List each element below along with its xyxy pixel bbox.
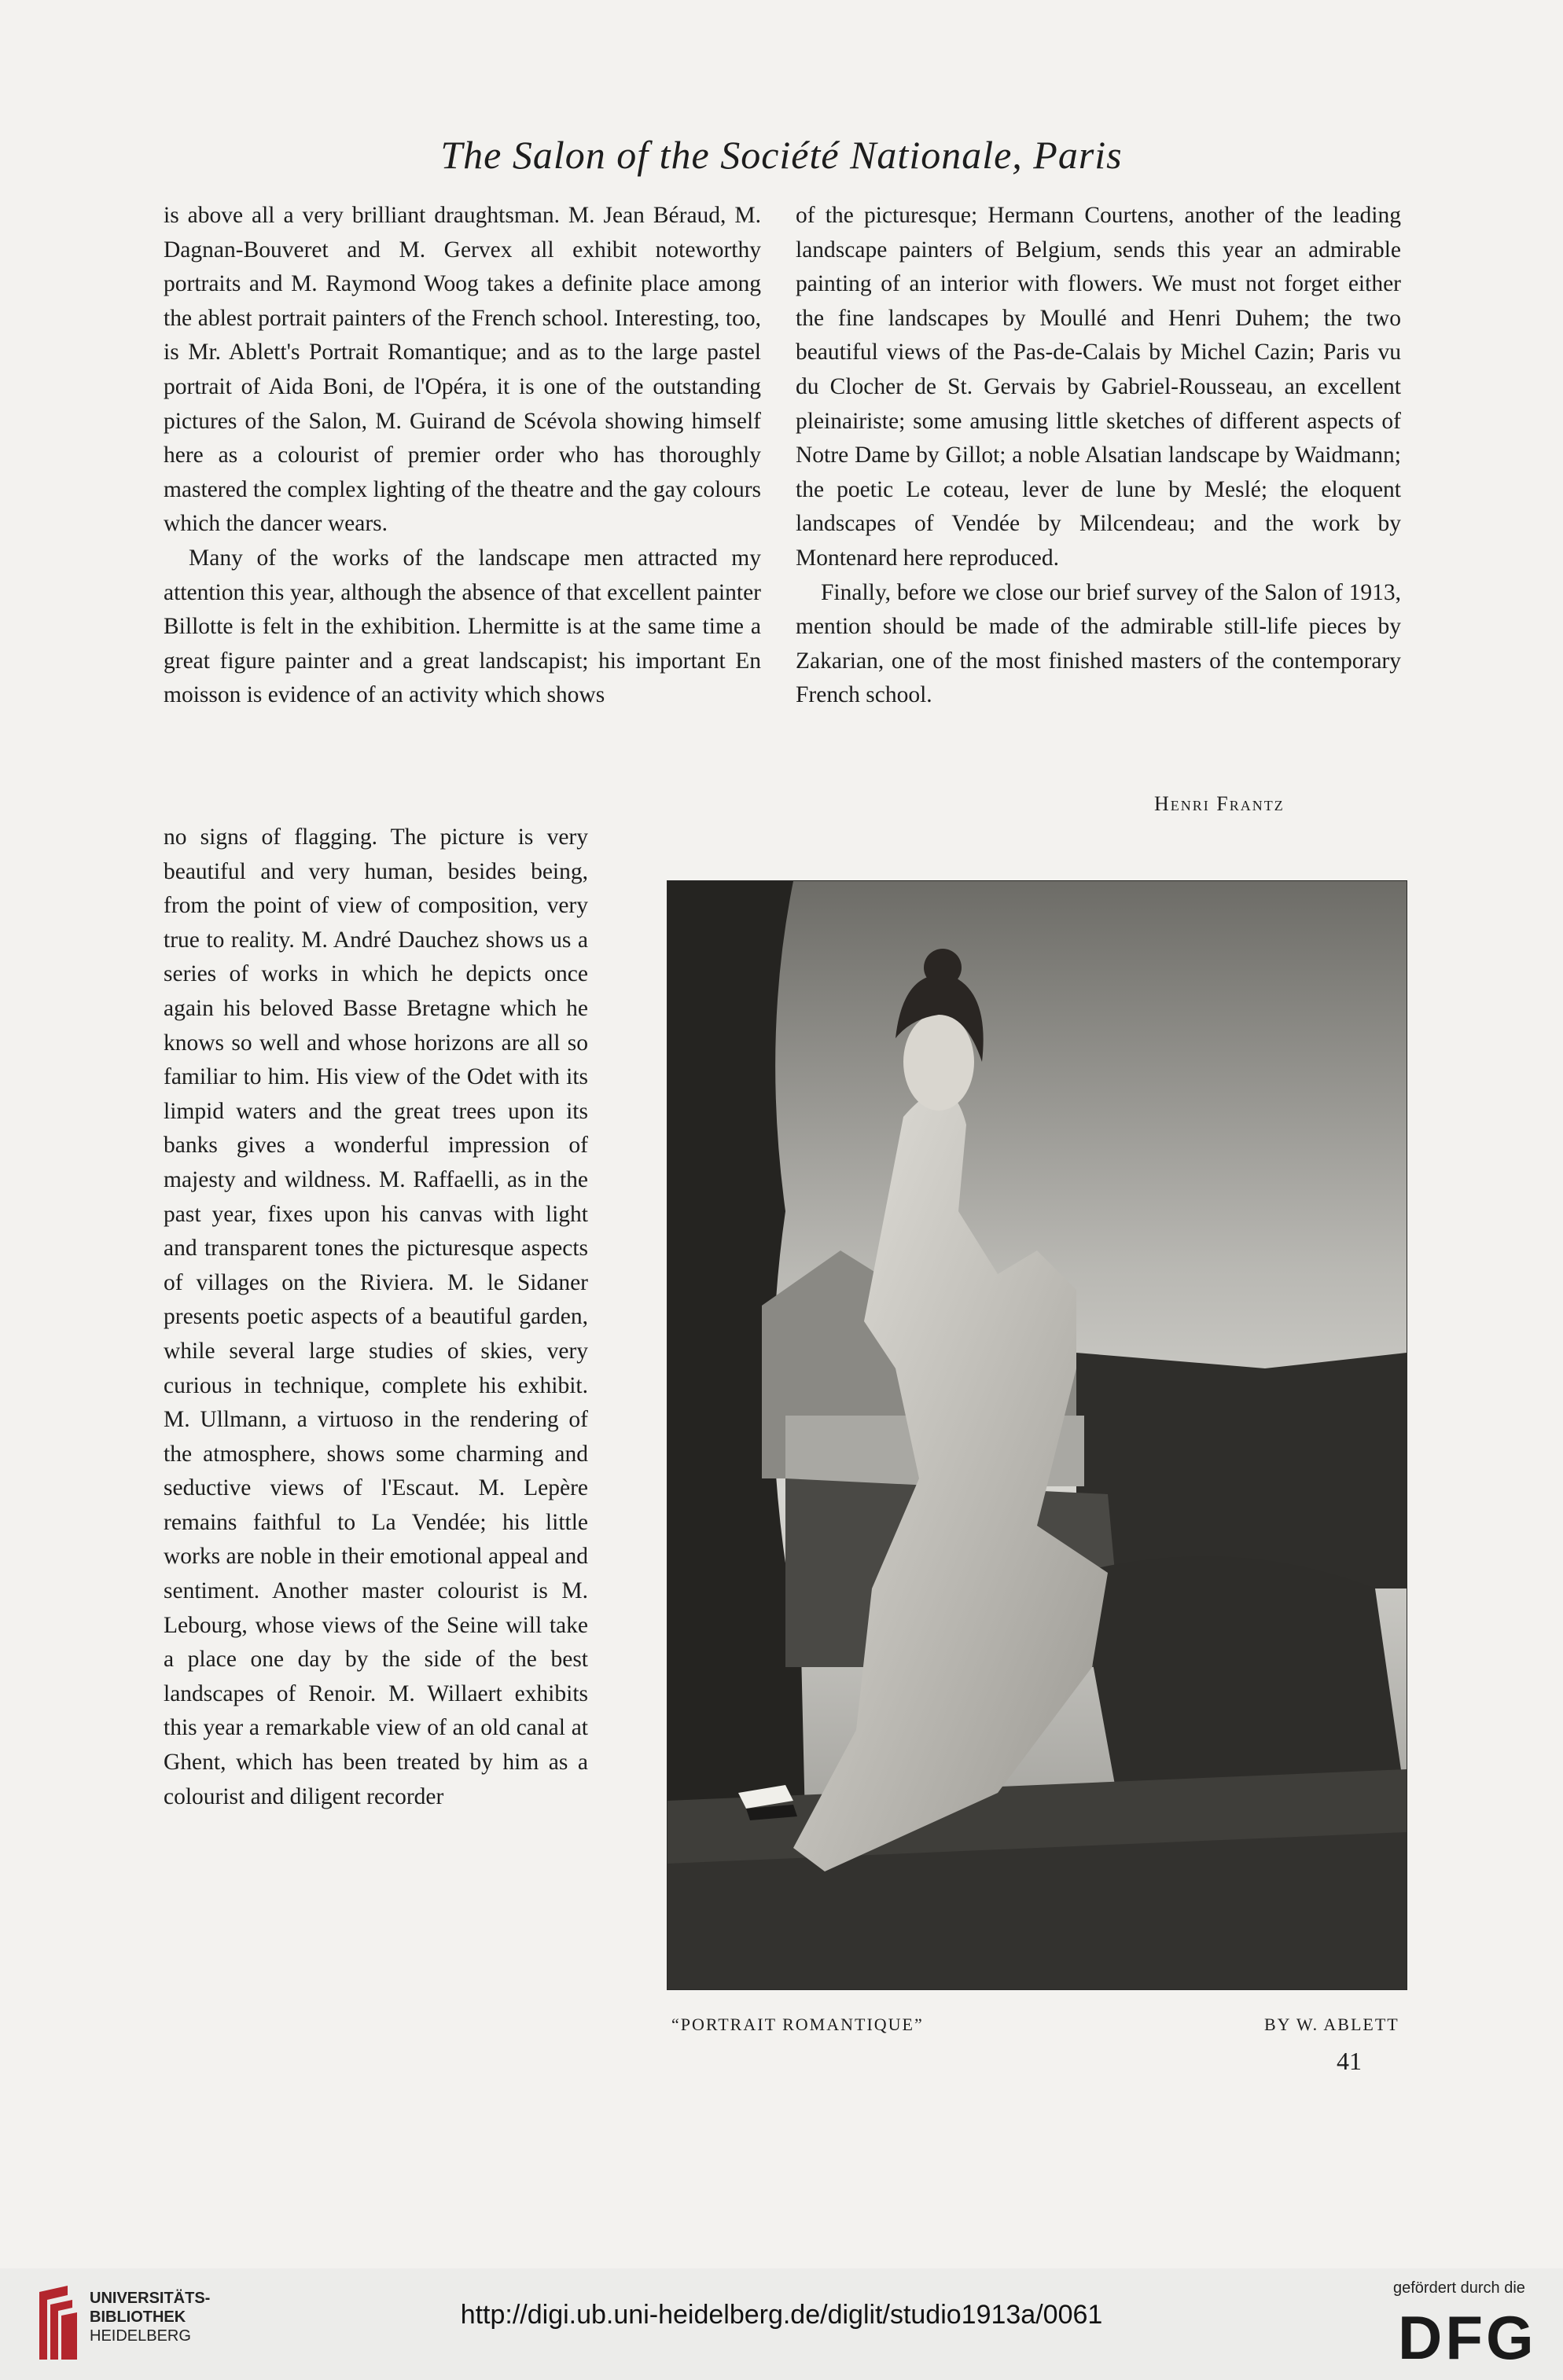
- library-name-line: UNIVERSITÄTS-: [90, 2290, 211, 2307]
- right-column: [796, 199, 1401, 713]
- library-name-line: BIBLIOTHEK: [90, 2308, 186, 2326]
- page-number: 41: [1337, 2047, 1362, 2075]
- dfg-logo-icon: DFG: [1398, 2303, 1537, 2372]
- author-signature: Henri Frantz: [1154, 792, 1285, 815]
- article-paragraph: Many of the works of the landscape men attracted my attention this year, although the absence of that excellent painter Billotte is felt in the exhibition. Lhermitte is at the same time a great figure painter and a great landscapist; his important En moisson is evidence of an activity which shows: [164, 545, 761, 708]
- plate-caption-title: “PORTRAIT ROMANTIQUE”: [671, 2015, 924, 2034]
- painting-plate: [667, 880, 1407, 1990]
- running-title: The Salon of the Société Nationale, Paris: [440, 133, 1123, 177]
- article-paragraph: is above all a very brilliant draughtsman. M. Jean Béraud, M. Dagnan-Bouveret and M. Gervex all exhibit noteworthy portraits and M. Raymond Woog takes a definite place among the ablest portrait painters of the French school. Interesting, too, is Mr. Ablett's Portrait Romantique; and as to the large pastel portrait of Aida Boni, de l'Opéra, it is one of the outstanding pictures of the Salon, M. Guirand de Scévola showing himself here as a colourist of premier order who has thoroughly mastered the complex lighting of the theatre and the gay colours which the dancer wears.: [164, 203, 761, 537]
- left-column-narrow: [164, 821, 588, 1814]
- library-name-line: HEIDELBERG: [90, 2327, 191, 2345]
- article-paragraph: Finally, before we close our brief survey of the Salon of 1913, mention should be made of the admirable still-life pieces by Zakarian, one of the most finished masters of the contemporary French school.: [796, 579, 1401, 708]
- portrait-illustration: [667, 881, 1407, 1989]
- plate-caption-artist: BY W. ABLETT: [1264, 2015, 1399, 2034]
- article-paragraph: of the picturesque; Hermann Courtens, another of the leading landscape painters of Belgium, sends this year an admirable painting of an interior with flowers. We must not forget either the fine landscapes by Moullé and Henri Duhem; the two beautiful views of the Pas-de-Calais by Michel Cazin; Paris vu du Clocher de St. Gervais by Gabriel-Rousseau, an excellent pleinairiste; some amusing little sketches of different aspects of Notre Dame by Gillot; a noble Alsatian landscape by Waidmann; the poetic Le coteau, lever de lune by Meslé; the eloquent landscapes of Vendée by Milcendeau; and the work by Montenard here reproduced.: [796, 203, 1401, 571]
- digitization-url-link[interactable]: http://digi.ub.uni-heidelberg.de/diglit/studio1913a/0061: [460, 2300, 1103, 2330]
- article-paragraph: no signs of flagging. The picture is very beautiful and very human, besides being, from the point of view of composition, very true to reality. M. André Dauchez shows us a series of works in which he depicts once again his beloved Basse Bretagne which he knows so well and whose horizons are all so familiar to him. His view of the Odet with its limpid waters and the great trees upon its banks gives a wonderful impression of majesty and wildness. M. Raffaelli, as in the past year, fixes upon his canvas with light and transparent tones the picturesque aspects of villages on the Riviera. M. le Sidaner presents poetic aspects of a beautiful garden, while several large studies of skies, very curious in technique, complete his exhibit. M. Ullmann, a virtuoso in the rendering of the atmosphere, shows some charming and seductive views of l'Escaut. M. Lepère remains faithful to La Vendée; his little works are noble in their emotional appeal and sentiment. Another master colourist is M. Lebourg, whose views of the Seine will take a place one day by the side of the best landscapes of Renoir. M. Willaert exhibits this year a remarkable view of an old canal at Ghent, which has been treated by him as a colourist and diligent recorder: [164, 825, 588, 1809]
- left-column-top: [164, 199, 761, 713]
- funding-label: gefördert durch die: [1393, 2279, 1525, 2297]
